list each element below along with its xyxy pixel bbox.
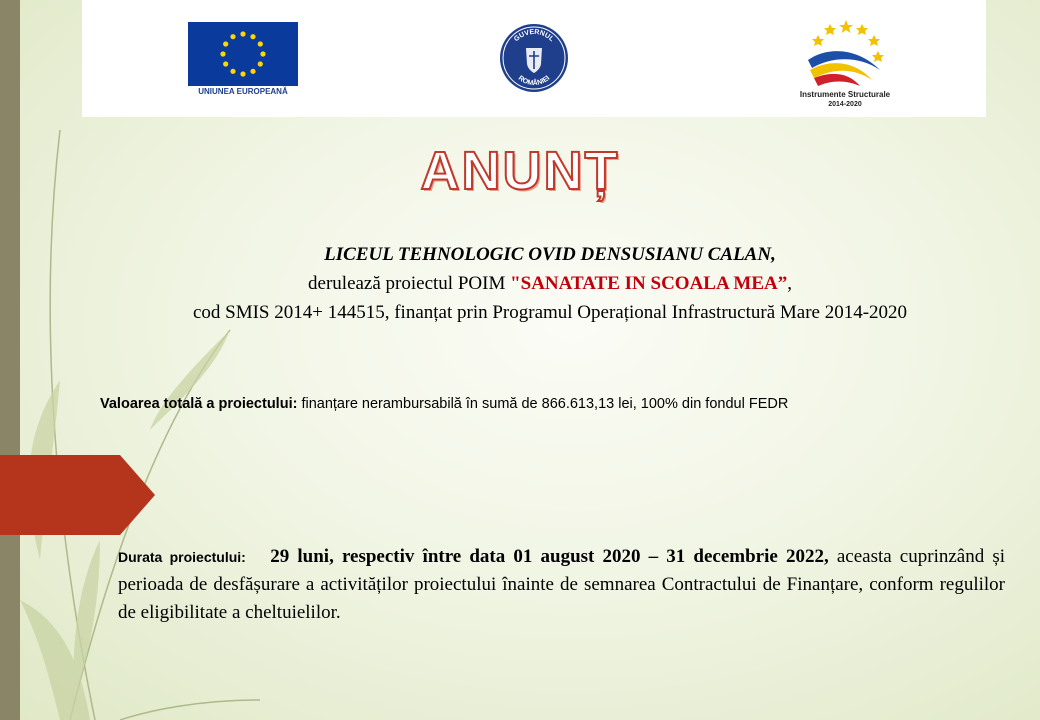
eu-flag-icon	[188, 22, 298, 86]
project-value-text: finanțare nerambursabilă în sumă de 866.613,13 lei, 100% din fondul FEDR	[297, 396, 789, 412]
project-duration	[118, 543, 1005, 627]
project-value-label: Valoarea totală a proiectului:	[100, 396, 298, 412]
structural-instruments-years: 2014-2020	[828, 101, 862, 108]
duration-text: aceasta cuprinzând și perioada de desfășurare a activităților proiectului înainte de semnarea Contractului de Finanțare, conform regulilor de eligibilitate a cheltuielilor.	[118, 546, 1006, 623]
project-intro	[60, 240, 1040, 327]
school-name: LICEUL TEHNOLOGIC OVID DENSUSIANU CALAN,	[324, 244, 776, 265]
eu-caption: UNIUNEA EUROPEANĂ	[198, 87, 288, 96]
guvernul-romaniei-seal-icon	[498, 22, 570, 94]
announcement-title: ANUNȚ	[420, 141, 620, 201]
project-line-prefix: derulează proiectul POIM	[308, 273, 511, 294]
svg-text:GUVERNUL: GUVERNUL	[513, 28, 556, 44]
duration-period: 29 luni, respectiv între data 01 august 2020 – 31 decembrie 2022,	[270, 546, 829, 567]
svg-text:ROMÂNIEI: ROMÂNIEI	[516, 74, 552, 88]
duration-label: Durata proiectului:	[118, 549, 246, 565]
project-value	[100, 396, 1000, 412]
instrumente-structurale-icon	[798, 18, 894, 88]
project-line	[60, 269, 1040, 298]
structural-instruments-caption: Instrumente Structurale	[799, 90, 891, 99]
project-name: "SANATATE IN SCOALA MEA”	[510, 273, 788, 294]
red-arrow-shape	[0, 455, 155, 535]
project-line-suffix: ,	[787, 273, 792, 294]
project-code-line: cod SMIS 2014+ 144515, finanțat prin Programul Operațional Infrastructură Mare 2014-2020	[192, 302, 908, 323]
